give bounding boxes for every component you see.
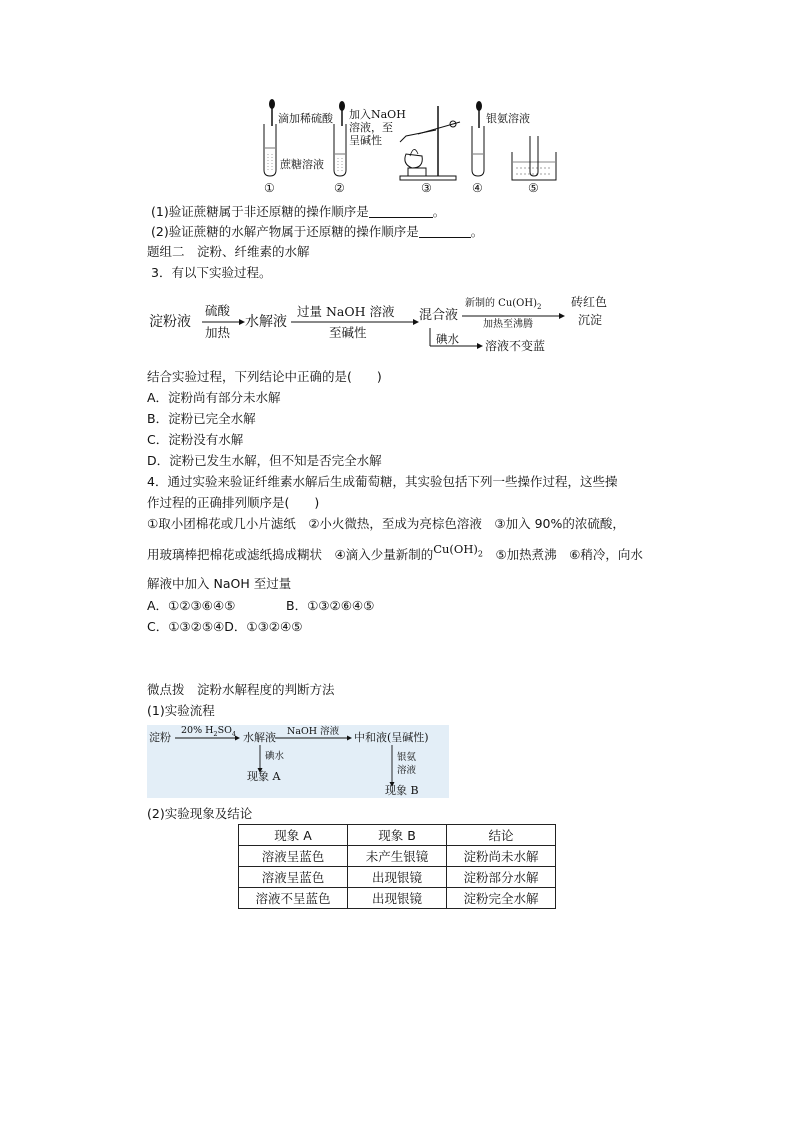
test-tube-4 [472, 101, 484, 176]
question-3-stem: 结合实验过程，下列结论中正确的是( ) [147, 369, 382, 384]
question-2-end: 。 [470, 224, 484, 239]
water-bath [512, 136, 556, 180]
question-4-option-a[interactable]: A．①②③⑥④⑤ [147, 598, 236, 613]
label-dilute-h2so4: 滴加稀硫酸 [278, 112, 333, 125]
test-tube-2 [334, 101, 346, 176]
answer-blank-1[interactable] [369, 205, 433, 218]
label-naoh-3: 呈碱性 [349, 134, 382, 147]
flow2-silver-1: 银氨 [397, 752, 417, 763]
flow2-neutral: 中和液(呈碱性) [354, 731, 429, 744]
step-number-5: ⑤ [528, 181, 539, 195]
table-cell: 出现银镜 [348, 867, 447, 888]
question-1-text: (1)验证蔗糖属于非还原糖的操作顺序是 [151, 204, 369, 219]
table-header-a: 现象 A [239, 825, 348, 846]
flow1-precipitate: 沉淀 [578, 313, 603, 327]
question-2 [151, 224, 483, 240]
tip-subheading-2: (2)实验现象及结论 [147, 806, 253, 821]
step-number-1: ① [264, 181, 275, 195]
group-2-heading: 题组二 淀粉、纤维素的水解 [147, 244, 310, 259]
flow2-silver-2: 溶液 [397, 765, 417, 776]
flow1-heat: 加热 [205, 325, 231, 340]
flow1-brick-red: 砖红色 [571, 295, 608, 309]
label-sucrose-solution: 蔗糖溶液 [280, 158, 324, 171]
starch-flow-diagram [147, 288, 617, 360]
flow2-phenomenon-b: 现象 B [385, 784, 419, 797]
question-4-option-cd[interactable]: C．①③②⑤④D．①③②④⑤ [147, 619, 303, 634]
test-tube-1 [264, 99, 276, 176]
question-3-intro: 3．有以下实验过程。 [151, 265, 272, 280]
table-cell: 淀粉尚未水解 [447, 846, 556, 867]
flow1-excess-naoh: 过量 NaOH 溶液 [297, 304, 395, 319]
table-row [239, 846, 556, 867]
question-3-option-d[interactable]: D．淀粉已发生水解，但不知是否完全水解 [147, 453, 382, 468]
question-4-line-5: 解液中加入 NaOH 至过量 [147, 576, 292, 591]
question-1-end: 。 [432, 204, 446, 219]
flow2-naoh: NaOH 溶液 [287, 726, 340, 737]
step-number-3: ③ [421, 181, 432, 195]
tip-title: 微点拨 淀粉水解程度的判断方法 [147, 682, 335, 697]
question-4-option-b[interactable]: B．①③②⑥④⑤ [286, 598, 375, 613]
flow-arrows-1 [147, 288, 617, 360]
apparatus-drawing [250, 96, 570, 196]
question-3-option-c[interactable]: C．淀粉没有水解 [147, 432, 244, 447]
question-1 [151, 204, 445, 220]
question-4-line-4 [147, 542, 643, 568]
question-4-line-4a: 用玻璃棒把棉花或滤纸捣成糊状 ④滴入少量新制的 [147, 547, 434, 562]
table-cell: 淀粉完全水解 [447, 888, 556, 909]
table-cell: 未产生银镜 [348, 846, 447, 867]
question-4-line-1: 4．通过实验来验证纤维素水解后生成葡萄糖，其实验包括下列一些操作过程，这些操 [147, 474, 618, 489]
step-number-2: ② [334, 181, 345, 195]
table-cell: 溶液不呈蓝色 [239, 888, 348, 909]
results-table [238, 824, 556, 909]
heating-stand [400, 106, 460, 180]
table-cell: 淀粉部分水解 [447, 867, 556, 888]
flow1-fresh-cuoh2: 新制的 $Cu(OH)_2$ [465, 298, 542, 311]
starch-hydrolysis-flow-box [147, 725, 449, 798]
flow2-starch: 淀粉 [149, 731, 171, 744]
question-3-option-b[interactable]: B．淀粉已完全水解 [147, 411, 256, 426]
table-row [239, 888, 556, 909]
table-header-row [239, 825, 556, 846]
table-cell: 溶液呈蓝色 [239, 846, 348, 867]
flow1-heat-boil: 加热至沸腾 [483, 319, 533, 330]
flow2-phenomenon-a: 现象 A [247, 770, 281, 783]
label-naoh-1: 加入NaOH [349, 108, 406, 121]
table-cell: 出现银镜 [348, 888, 447, 909]
label-silver-ammonia: 银氨溶液 [486, 112, 530, 125]
answer-blank-2[interactable] [419, 225, 471, 238]
flow1-iodine: 碘水 [436, 332, 459, 346]
question-4-line-4b: ⑤加热煮沸 ⑥稍冷，向水 [482, 547, 643, 562]
flow1-not-blue: 溶液不变蓝 [485, 339, 546, 353]
apparatus-figure [250, 96, 570, 196]
cuoh2-formula: $Cu(OH)_2$ [433, 542, 483, 559]
flow1-mixture: 混合液 [419, 308, 459, 323]
flow1-sulfuric-acid: 硫酸 [205, 303, 231, 318]
flow1-starch: 淀粉液 [149, 314, 191, 330]
flow2-iodine: 碘水 [265, 751, 285, 762]
table-header-conclusion: 结论 [447, 825, 556, 846]
tip-subheading-1: (1)实验流程 [147, 703, 215, 718]
flow1-hydrolysate: 水解液 [245, 314, 287, 330]
table-cell: 溶液呈蓝色 [239, 867, 348, 888]
question-4-line-2: 作过程的正确排列顺序是( ) [147, 495, 320, 510]
table-row [239, 867, 556, 888]
flow2-acid: 20% $H_2SO_4$ [181, 725, 236, 738]
question-4-line-3: ①取小团棉花或几小片滤纸 ②小火微热，至成为亮棕色溶液 ③加入 90%的浓硫酸， [147, 516, 625, 531]
flow1-to-alkaline: 至碱性 [329, 325, 367, 340]
question-2-text: (2)验证蔗糖的水解产物属于还原糖的操作顺序是 [151, 224, 419, 239]
label-naoh-2: 溶液，至 [349, 121, 393, 134]
flow2-hydrolysate: 水解液 [243, 731, 276, 744]
question-3-option-a[interactable]: A．淀粉尚有部分未水解 [147, 390, 281, 405]
table-header-b: 现象 B [348, 825, 447, 846]
step-number-4: ④ [472, 181, 483, 195]
